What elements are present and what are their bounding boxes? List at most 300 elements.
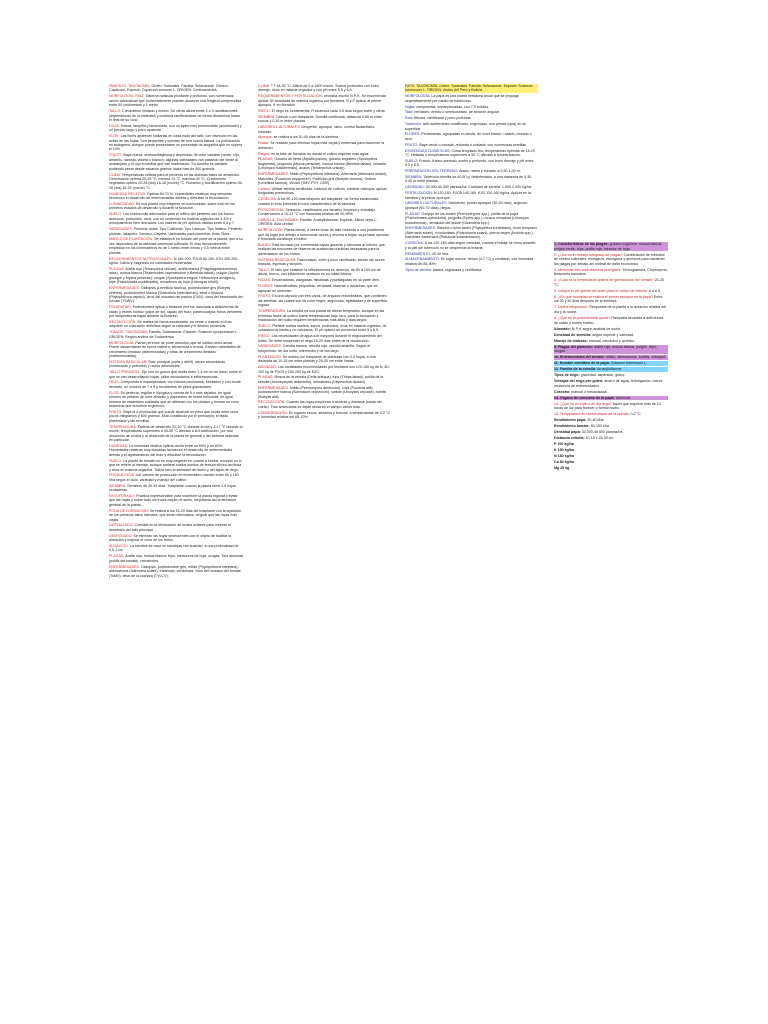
section-label: Distancia cebolla: bbox=[554, 436, 585, 441]
question-label: 14. ¿Qué es un cultivo de día largo? bbox=[554, 401, 612, 406]
paragraph-text: Los valores de producción en invernadero oscilan entre 80 y 150 t/ha según el ciclo, variedad y manejo del cultivo. bbox=[109, 473, 239, 482]
section-label: FLORES: bbox=[405, 132, 421, 137]
paragraph-text: Sistema radicular pivotante y profundo, con numerosas raíces adventicias que horizontalmente pueden alcanzar una longitud comprendida entre 50 centímetros y 1 metro. bbox=[109, 94, 242, 108]
section-label: FLOR: bbox=[109, 390, 120, 395]
paragraph-text: 20-40 t/ha. bbox=[432, 251, 450, 256]
paragraph-text: El tallo que sostiene la inflorescencia es derecho, de 80 a 150 cm de altura, hueco, con inflamiento ventrudo en su mitad inferior. bbox=[258, 267, 381, 277]
section-label: RENDIMIENTO: bbox=[405, 251, 432, 256]
paragraph bbox=[405, 191, 538, 200]
question-label: 7. Defina fotoperiodo: bbox=[554, 305, 589, 310]
section-label: FRUTO: bbox=[405, 142, 419, 147]
section-label: COSECHA: bbox=[258, 197, 277, 202]
section-label: FERTILIZACIÓN: bbox=[405, 191, 433, 196]
paragraph bbox=[554, 418, 668, 423]
paragraph bbox=[554, 448, 668, 453]
section-label: SISTEMA RADICULAR: bbox=[258, 257, 297, 262]
section-label: LUMINOSIDAD: bbox=[109, 202, 135, 206]
section-label: 9. Plagas del pimiento: bbox=[554, 344, 593, 349]
question-label: 5. Indique el pH óptimo del suelo para el cultivo de cebolla: bbox=[554, 288, 648, 293]
paragraph-text: manual, mecánico y químico. bbox=[588, 338, 636, 343]
paragraph bbox=[109, 202, 243, 211]
paragraph-text: Baya verde o morada, redonda u ovalada, con numerosas semillas. bbox=[419, 142, 527, 147]
paragraph-text: Entre los 30 y 40 días después de la siembra. bbox=[554, 294, 663, 304]
paragraph-text: Se realiza a los 15-20 días del trasplante con la aparición de los primeros tallos laterales, que serán eliminados, al igual que las hojas más viejas. bbox=[109, 508, 242, 522]
paragraph-text: 20-40 t/ha bbox=[587, 418, 604, 423]
paragraph bbox=[554, 460, 668, 465]
question-label: 4. ¿Cuál es la temperatura óptima de germinación del tomate? bbox=[554, 278, 654, 283]
section-label: PLAGAS: bbox=[109, 266, 125, 271]
paragraph-text: En lugar oscuro, fresco (4-7 °C) y ventilado, con humedad relativa del 85-90%. bbox=[405, 257, 534, 266]
paragraph-text: Directa o por trasplante. Semilla certificada, distancia 0,80 m entre surcos y 0,30 m entre plantas. bbox=[258, 114, 383, 124]
section-label: Ventajas del riego por goteo: bbox=[554, 379, 604, 384]
paragraph bbox=[554, 390, 668, 395]
section-label: COSECHA: bbox=[405, 241, 424, 246]
section-label: Tubérculo: bbox=[405, 122, 422, 127]
paragraph-text: Envainadoras, alargadas, fistulosas y puntiagudas en su parte libre. bbox=[271, 278, 380, 283]
paragraph bbox=[405, 201, 538, 210]
paragraph bbox=[258, 218, 390, 227]
paragraph-text: Planta bienal, a veces vivaz de tallo reducido a una plataforma que da lugar por debajo a numerosas raíces y encima a hojas, cuya base carnosa e hinchada constituye el bulbo. bbox=[258, 228, 389, 242]
paragraph-text: La planta de tomate no es muy exigente en cuanto a suelos, excepto en lo que se refiere al drenaje, aunque prefiere suelos sueltos de textura silíceo-arcillosa y ricos en materia orgánica. Tolera bien la salinidad del suelo y del agua de riego. bbox=[109, 458, 242, 472]
paragraph bbox=[405, 212, 538, 225]
paragraph bbox=[405, 226, 538, 239]
section-label: 13. Órgano de consumo de la papa: bbox=[554, 395, 615, 400]
paragraph-text: Se realiza por trasplante de plántulas con 3-4 hojas, a una distancia de 10-15 cm entre plantas y 25-30 cm entre líneas. bbox=[258, 354, 376, 364]
paragraph-text: Respuesta de la planta a la duración relativa del día y la noche. bbox=[554, 305, 667, 315]
paragraph bbox=[258, 268, 390, 277]
paragraph-text: Araña roja, mosca blanca, trips, minadores de hoja, orugas, Tuta absoluta (polilla del tomate), nematodos. bbox=[109, 554, 243, 563]
paragraph-text: Pentámeras, agrupadas en cimas, de color blanco, rosado, morado o azul. bbox=[405, 132, 532, 141]
paragraph bbox=[554, 396, 668, 401]
paragraph bbox=[554, 402, 668, 411]
paragraph-text: En lugares secos, aireados y frescos, a temperaturas de 0-2 °C y humedad relativa del 65-70%. bbox=[258, 410, 390, 420]
paragraph-text: Orden: Solanales. Familia: Solanaceae. Género: Capsicum. Especie: Capsicum annuum L. ORIGEN: Centroamérica. bbox=[109, 84, 229, 93]
paragraph-text: Arado, rastra y surcado a 0,90-1,00 m. bbox=[459, 169, 521, 174]
paragraph bbox=[109, 509, 243, 522]
paragraph bbox=[258, 355, 390, 364]
paragraph-text: 80-150 t/ha bbox=[590, 424, 609, 429]
section-label: CLIMA: bbox=[109, 172, 121, 177]
section-label: SISTEMA RADICULAR: bbox=[109, 359, 148, 364]
section-label: FRUTO: bbox=[109, 409, 123, 414]
paragraph-text: manual o mecanizada. bbox=[571, 389, 608, 394]
paragraph-text: Amaryllidaceae. bbox=[596, 367, 623, 372]
section-label: CLIMA: bbox=[258, 84, 270, 88]
paragraph bbox=[405, 252, 538, 256]
section-label: TOMATE, TAXONOMÍA: bbox=[109, 330, 148, 335]
paragraph bbox=[109, 305, 243, 318]
section-label: CONSERVACIÓN: bbox=[258, 410, 288, 415]
paragraph-text: Rancha o tizón tardío (Phytophthora infestans), tizón temprano (Alternaria solani), rizoctoniasis (Rhizoctonia solani), pierna negra (Erwinia spp.), marchitez bacteriana (Ralstonia solanacearum). bbox=[405, 226, 538, 240]
paragraph-text: Mildiu (Peronospora destructor), roya (Puccinia allii), podredumbre blanca (Sclerotium cepivorum), carbón (Urocystis cepulae), botritis (Botrytis allii). bbox=[258, 385, 387, 399]
section-label: 11. Nombre científico de la papa: bbox=[554, 361, 610, 366]
paragraph-text: Podredumbre apical o blossom end rot, asociada a deficiencias de calcio y estrés hídrico; golpe de sol; rajado del fruto; partenocarpia; frutos deformes por temperaturas bajas durante la floración. bbox=[109, 305, 242, 319]
paragraph-text: Gusano de tierra (Agrotis ipsilon), gusano cogollero (Spodoptera frugiperda), pulgones (Myzus persicae), mosca blanca (Bemisia tabaci), minador (Liriomyza huidobrensis), ácaros (Tetranychus urticae). bbox=[258, 157, 387, 171]
section-label: PREPARACIÓN DEL TERRENO: bbox=[405, 169, 459, 174]
section-label: SUELO: bbox=[258, 323, 272, 328]
section-label: ENFERMEDADES: bbox=[405, 226, 436, 231]
section-label: PRODUCCIÓN: bbox=[109, 473, 135, 478]
paragraph bbox=[258, 125, 390, 134]
section-label: RECOLECCIÓN: bbox=[109, 320, 137, 324]
section-label: HUMEDAD RELATIVA: bbox=[109, 191, 147, 196]
paragraph-text: tubérculo. bbox=[615, 395, 632, 400]
section-label: Abonado: bbox=[554, 326, 571, 331]
paragraph bbox=[258, 94, 390, 107]
paragraph bbox=[109, 134, 243, 152]
paragraph bbox=[554, 424, 668, 429]
paragraph-text: mildiu, alternariosis, botritis, oidiopsis. bbox=[605, 355, 667, 360]
section-label: LABORES CULTURALES: bbox=[405, 201, 448, 206]
paragraph bbox=[258, 258, 390, 267]
paragraph-text: según especie y variedad. bbox=[592, 332, 635, 337]
paragraph-text: Entera, lampiña y lanceolada, con un ápice muy pronunciado (acuminado) y un peciolo largo y poco aparente. bbox=[109, 123, 242, 133]
section-label: SUELO: bbox=[405, 158, 419, 163]
section-label: FLOR: bbox=[109, 134, 120, 139]
paragraph bbox=[258, 141, 390, 150]
paragraph bbox=[109, 330, 243, 339]
paragraph bbox=[405, 143, 538, 147]
paragraph bbox=[405, 185, 538, 189]
paragraph bbox=[109, 286, 243, 304]
paragraph-text: Se eliminan las hojas senescentes con el objeto de facilitar la aireación y mejorar el color de los frutos. bbox=[109, 533, 232, 543]
section-label: SUELO: bbox=[109, 212, 123, 217]
paragraph-text: 30.000-40.000 plantas/ha. Cantidad de semilla: 1.500-2.000 kg/ha. bbox=[425, 185, 532, 190]
paragraph-text: herbáceo, erecto o semipostrado, de sección angular. bbox=[414, 110, 500, 115]
section-label: ABONADO: bbox=[258, 365, 277, 370]
paragraph bbox=[109, 473, 243, 482]
text-column-2 bbox=[258, 84, 390, 874]
paragraph bbox=[258, 400, 390, 409]
section-label: PLAGAS: bbox=[258, 375, 274, 380]
paragraph bbox=[258, 284, 390, 293]
paragraph bbox=[405, 110, 538, 114]
section-label: Podas: bbox=[258, 141, 270, 146]
paragraph bbox=[258, 294, 390, 307]
paragraph bbox=[109, 153, 243, 171]
section-label: FRUTO: bbox=[109, 153, 123, 158]
paragraph bbox=[258, 309, 390, 322]
paragraph-text: Compuesta e imparipinnada, con foliolos peciolados, lobulados y con borde dentado, en número de 7 a 9 y recubiertos de pelos glandulares. bbox=[109, 380, 241, 389]
paragraph bbox=[554, 305, 668, 314]
paragraph-text: 20-25 °C. bbox=[554, 278, 664, 287]
paragraph bbox=[258, 135, 390, 139]
paragraph bbox=[109, 360, 243, 369]
section-label: RECOLECCIÓN: bbox=[258, 400, 286, 405]
paragraph bbox=[405, 175, 538, 184]
section-label: Aporque: bbox=[258, 135, 273, 140]
paragraph bbox=[554, 442, 668, 447]
paragraph bbox=[109, 84, 243, 93]
section-label: SIEMBRA: bbox=[109, 483, 127, 488]
paragraph bbox=[258, 386, 390, 399]
section-label: Raíz: bbox=[405, 116, 414, 121]
paragraph-text: La siembra se hace en bandejas con sustrato, a una profundidad de 0,5-1 cm. bbox=[109, 544, 239, 553]
section-label: ENFERMEDADES: bbox=[258, 385, 289, 390]
paragraph bbox=[258, 334, 390, 343]
paragraph bbox=[109, 391, 243, 409]
paragraph-text: Es una planta muy exigente en luminosidad, sobre todo en los primeros estados de desarrollo y durante la floración. bbox=[109, 202, 236, 211]
paragraph bbox=[405, 105, 538, 109]
section-label: TEMPERATURA: bbox=[109, 424, 137, 429]
paragraph-text: Óptima de desarrollo 20-30 °C durante el día y 1-17 °C durante la noche; temperaturas superiores a 30-35 °C afectan a la fructificación, por mal desarrollo de óvulos y al desarrollo de la planta en general y del sistema radicular en particular. bbox=[109, 424, 243, 442]
section-label: VARIEDADES: bbox=[258, 344, 282, 349]
paragraph bbox=[554, 333, 668, 338]
paragraph bbox=[554, 278, 668, 287]
paragraph bbox=[109, 494, 243, 507]
paragraph bbox=[109, 109, 243, 122]
paragraph bbox=[405, 159, 538, 168]
section-label: ENFERMEDADES: bbox=[258, 172, 289, 177]
section-label: Hojas: bbox=[405, 104, 416, 109]
question-label: 6. ¿En qué momento se realiza el primer aporque de la papa? bbox=[554, 294, 653, 299]
section-label: TALLO PRINCIPAL: bbox=[109, 370, 141, 375]
paragraph bbox=[109, 212, 243, 225]
paragraph bbox=[109, 523, 243, 532]
paragraph bbox=[554, 379, 668, 388]
paragraph-text: Se establece en función del porte de la planta, que a su vez dependerá de la variedad comercial cultivada. El más frecuentemente empleado en los invernaderos es de 1 metro entre líneas y 0,5 metros entre plantas. bbox=[109, 237, 243, 255]
section-label: Rendimiento papa: bbox=[554, 418, 587, 423]
paragraph-text: 6 a 6,5. bbox=[648, 288, 661, 293]
paragraph bbox=[258, 344, 390, 353]
section-label: SUELO: bbox=[109, 458, 123, 463]
section-label: DESHOJADO: bbox=[109, 533, 133, 538]
paragraph bbox=[109, 544, 243, 553]
paragraph bbox=[554, 412, 668, 417]
paragraph-text: N-P-K según análisis de suelo. bbox=[571, 326, 621, 331]
paragraph-text: Prefiere suelos sueltos, sanos, profundos, ricos en materia orgánica, de consistencia media y no calcáreos. El pH óptimo se encuentra entre 6 y 6,5. bbox=[258, 323, 387, 333]
section-label: K 150 kg/ha bbox=[554, 448, 574, 453]
section-label: Tallo: bbox=[405, 110, 414, 115]
paragraph bbox=[554, 289, 668, 294]
section-label: Control: bbox=[258, 186, 271, 191]
section-label: MORFOLOGÍA: bbox=[405, 94, 431, 99]
paragraph bbox=[405, 132, 538, 141]
section-label: RIEGO: bbox=[258, 109, 271, 114]
paragraph bbox=[109, 425, 243, 443]
paragraph-text: Temperaturas críticas para el pimiento en las distintas fases de desarrollo. Germinación óptima 20-25 °C, mínima 13 °C, máxima 40 °C. Crecimiento vegetativo óptimo 20-25 (día) 16-18 (noche) °C. Floración y fructificación óptimo 26-28 (día) 18-20 (noche) °C. bbox=[109, 172, 243, 190]
paragraph bbox=[554, 367, 668, 372]
paragraph-text: Es perfecta, regular e hipógina y consta de 5 o más sépalos, de igual número de pétalos de color amarillo y dispuestos de forma helicoidal, de igual número de estambres soldados que se alternan con los pétalos y forman un cono estaminal que envuelve al gineceo. bbox=[109, 390, 239, 409]
paragraph-text: Las necesidades de agua son mayores durante el engrosamiento del bulbo. Se debe suspender el riego 15-20 días antes de la recolección. bbox=[258, 334, 382, 343]
section-label: 12. Familia de la cebolla: bbox=[554, 367, 597, 372]
paragraph bbox=[554, 295, 668, 304]
paragraph bbox=[109, 237, 243, 255]
paragraph bbox=[258, 187, 390, 196]
paragraph bbox=[109, 320, 243, 329]
paragraph-text: Selección, clasificación por tamaño, limpieza y embalaje. Conservación a 10-13 °C con humedad relativa del 90-95%. bbox=[258, 207, 377, 217]
paragraph-text: se realiza a los 30-40 días de la siembra. bbox=[273, 135, 340, 140]
section-label: ALMÁCIGO: bbox=[109, 544, 129, 549]
paragraph bbox=[258, 411, 390, 420]
paragraph bbox=[258, 228, 390, 241]
paragraph bbox=[258, 278, 390, 282]
paragraph-text: Fasciculado, corto y poco ramificado; siendo las raíces blancas, espesas y simples. bbox=[258, 257, 385, 267]
paragraph bbox=[258, 84, 390, 93]
question-label: 15. Temperatura de conservación de la cebolla: bbox=[554, 412, 630, 417]
section-label: PLAGAS: bbox=[405, 211, 421, 216]
paragraph bbox=[554, 355, 668, 360]
section-label: MARCO DE PLANTACIÓN: bbox=[109, 237, 154, 242]
paragraph bbox=[405, 94, 538, 103]
paragraph-text: Solanum tuberosum L. bbox=[610, 361, 648, 366]
paragraph-text: Consiste en la eliminación de brotes axilares para mejorar el desarrollo del tallo principal. bbox=[109, 523, 231, 532]
paragraph-text: araña roja, mosca blanca, pulgón, trips, orugas. bbox=[554, 344, 657, 354]
paragraph-text: Semillero de 30-45 días. Trasplante cuando la planta tiene 4-5 hojas verdaderas. bbox=[109, 483, 236, 493]
paragraph-text: Gorgojo de los Andes (Premnotrypes spp.), polilla de la papa (Phthorimaea operculella), pulguilla (Epitrix spp.), mosca minadora (Liriomyza huidobrensis), nematodo del quiste (Globodera spp.). bbox=[405, 211, 529, 225]
paragraph bbox=[258, 197, 390, 206]
section-label: Riegos: bbox=[258, 151, 271, 156]
section-label: HUMEDAD: bbox=[109, 443, 129, 448]
paragraph-text: Aquel que requiere más de 12 horas de luz para florecer o formar bulbo. bbox=[554, 401, 661, 411]
paragraph bbox=[109, 257, 243, 266]
paragraph bbox=[258, 243, 390, 256]
section-label: Densidad papa: bbox=[554, 430, 581, 435]
paragraph bbox=[554, 316, 668, 325]
section-label: ENFERMEDADES: bbox=[109, 286, 140, 291]
paragraph bbox=[109, 227, 243, 236]
paragraph-text: 10-15 x 25-30 cm bbox=[585, 436, 614, 441]
section-label: REQUERIMIENTOS NUTRICIONALES: bbox=[109, 256, 173, 261]
question-label: 2. ¿Qué es el manejo integrado de plagas? bbox=[554, 252, 623, 257]
paragraph-text: Las cantidades recomendadas por hectárea son 120-150 kg de N, 80-100 kg de P2O5 y 150-200 kg de K2O. bbox=[258, 365, 390, 374]
paragraph bbox=[258, 324, 390, 333]
paragraph-text: Es una cápsula con tres caras, de ángulos redondeados, que contienen las semillas, las cuales son de color negro, angulosas, aplastadas y de superficie rugosa. bbox=[258, 294, 388, 308]
section-label: MORFOLOGÍA: bbox=[109, 340, 135, 345]
paragraph-text: 30.000-40.000 plantas/ha bbox=[581, 430, 623, 435]
paragraph bbox=[554, 466, 668, 471]
paragraph bbox=[258, 365, 390, 374]
paragraph bbox=[109, 341, 243, 359]
paragraph-text: Hermafroditas, pequeñas, verdosas, blancas o violáceas, que se agrupan en umbelas. bbox=[258, 284, 378, 293]
paragraph-text: Trichogramma, Chrysoperla, Beauveria bassiana. bbox=[554, 267, 668, 277]
paragraph bbox=[554, 373, 668, 378]
question-label: 8. ¿Qué es la podredumbre apical? bbox=[554, 316, 611, 321]
section-label: Tipos de riego: bbox=[554, 373, 580, 378]
section-label: HOJA: bbox=[109, 123, 120, 128]
paragraph-text: Tubérculo-semilla de 40-60 g, desinfectado, a una distancia de 0,30-0,40 m entre plantas. bbox=[405, 175, 533, 184]
paragraph-text: ahorro de agua, fertirrigación, menor incidencia de enfermedades. bbox=[554, 379, 663, 388]
section-label: FISIOPATÍAS: bbox=[109, 305, 132, 310]
paragraph bbox=[258, 152, 390, 156]
paragraph-text: El riego es fundamental. Frecuencia cada 3-5 días según suelo y clima. bbox=[271, 109, 386, 114]
section-label: ALMACENAMIENTO: bbox=[405, 257, 440, 262]
paragraph-text: T ª 16-30 °C. Altitud de 0 a 1500 msnm. Suelos profundos con buen drenaje, ricos en materia orgánica y con pH entre 5,5 y 6,8. bbox=[258, 84, 379, 93]
section-label: SIEMBRA: bbox=[405, 175, 423, 179]
paragraph-text: Mildiu (Phytophthora infestans), Alternaria (Alternaria solani), Marchitez (Fusarium oxysporum), Pudrición gris (Botrytis cinerea), Oídium (Leveillula taurica), Virosis (TMV, PVY, CMV). bbox=[258, 172, 387, 186]
paragraph bbox=[554, 454, 668, 459]
section-label: Mg 25 kg bbox=[554, 466, 570, 471]
paragraph bbox=[109, 459, 243, 472]
section-label: MORFOLOGÍA: RAÍZ: bbox=[109, 94, 145, 99]
section-label: Densidad de siembra: bbox=[554, 332, 592, 337]
section-label: N 180 kg/ha bbox=[554, 454, 574, 459]
section-label: SIEMBRA: bbox=[258, 114, 276, 119]
paragraph-text: básica, registrada y certificada. bbox=[432, 267, 483, 272]
paragraph-text: fibrosa, ramificada y poco profunda. bbox=[414, 116, 472, 121]
paragraph-text: en la fase de floración es donde el cultivo requiere más agua. bbox=[271, 151, 370, 156]
paragraph-text: La papa es una planta herbácea anual que se propaga vegetativamente por medio de tubérculos. bbox=[405, 94, 519, 103]
section-label: PLAGAS: bbox=[258, 157, 274, 162]
paragraph bbox=[109, 94, 243, 107]
section-label: PAPA, bbox=[405, 84, 416, 88]
section-label: P 100 kg/ha bbox=[554, 442, 574, 447]
section-label: RIEGO: bbox=[258, 334, 271, 339]
paragraph bbox=[109, 410, 243, 423]
paragraph bbox=[554, 327, 668, 332]
paragraph-text: Combinación de métodos de control culturales, biológicos, etológicos y químicos para mantener las plagas por debajo del umbral de daño económico. bbox=[554, 252, 665, 266]
paragraph-text: Deshierbo, primer aporque (30-40 días), segundo aporque (60-70 días), riegos. bbox=[405, 201, 528, 210]
paragraph bbox=[554, 268, 668, 277]
paragraph-text: Utilizar semilla certificada, rotación de cultivos, eliminar rastrojos, aplicar fungicidas preventivos. bbox=[258, 186, 387, 196]
paragraph bbox=[405, 241, 538, 250]
paragraph-text: A los 120-180 días según variedad, cuando el follaje se torna amarillo y la piel del tubérculo no se desprende al frotarla. bbox=[405, 241, 536, 250]
paragraph-text: 0-2 °C. bbox=[630, 412, 642, 417]
paragraph-text: Práctica imprescindible para mantener la planta erguida y evitar que las hojas y sobre todo los frutos toquen el suelo, mejorando así la aireación general de la planta. bbox=[109, 493, 238, 507]
paragraph-text: N 180-200, P2O5 80-100, K2O 200-250 kg/ha. Calcio y magnesio en cantidades moderadas. bbox=[109, 256, 238, 265]
paragraph bbox=[258, 115, 390, 124]
section-label: EXIGENCIAS CLIMÁTICAS: bbox=[405, 148, 451, 153]
paragraph bbox=[258, 172, 390, 185]
paragraph-text: Fisiopatía asociada a deficiencia de calcio y estrés hídrico. bbox=[554, 316, 664, 325]
paragraph bbox=[405, 116, 538, 120]
paragraph-text: La cebolla es una planta de climas templados, aunque en las primeras fases de cultivo tolera temperaturas bajo cero, para la formación y maduración del bulbo requiere temperaturas más altas y días largos. bbox=[258, 309, 385, 323]
paragraph bbox=[554, 253, 668, 267]
paragraph bbox=[109, 554, 243, 563]
section-label: VARIEDADES: bbox=[109, 227, 133, 232]
section-label: POSCOSECHA: bbox=[258, 207, 285, 212]
paragraph bbox=[554, 242, 668, 251]
paragraph bbox=[109, 173, 243, 191]
section-label: Tipos de semilla: bbox=[405, 267, 432, 272]
section-label: DENSIDAD: bbox=[405, 185, 425, 190]
paragraph-text: Crecimiento limitado y erecto. De cierta altura emite 2 o 3 ramificaciones (dependiendo de la variedad) y continúa ramificándose de forma dicotómica hasta el final de su ciclo. bbox=[109, 109, 240, 122]
paragraph-text: Baya bi o plurilocular que puede alcanzar un peso que oscila entre unos pocos miligramos y 600 gramos. Está constituido por el pericarpio, el tejido placentario y las semillas. bbox=[109, 409, 239, 423]
paragraph-text: Cebolla blanca, cebolla roja, cebolla amarilla. Según el fotoperiodo: de día corto, intermedio y de día largo. bbox=[258, 344, 371, 353]
paragraph-text: Clima templado-frío; temperaturas óptimas de 15-20 °C. Heladas y temperaturas superiores a 30 °C afectan a la tuberización. bbox=[405, 148, 535, 158]
section-label: ENTUTORADO: bbox=[109, 493, 136, 498]
section-label: LABORES CULTURALES: bbox=[258, 125, 301, 130]
paragraph-text: A los 90-120 días después del trasplante, de forma escalonada, cuando el fruto presenta el color característico de la variedad. bbox=[258, 197, 380, 206]
section-label: DESTALLADO: bbox=[109, 523, 134, 528]
paragraph-text: necesita mucho N-P-K. Se recomienda aplicar 30 toneladas de materia orgánica por hectárea, N y P aplicar al primer aporque, K en floración. bbox=[258, 94, 386, 108]
paragraph bbox=[258, 109, 390, 113]
section-label: CEBOLLA, TAXONOMÍA: bbox=[258, 217, 299, 222]
paragraph bbox=[109, 192, 243, 201]
paragraph bbox=[554, 345, 668, 354]
paragraph bbox=[554, 339, 668, 344]
paragraph-text: Familia: Solanaceae. Especie: Solanum lycopersicum L. ORIGEN: Región andina de Sudamérica. bbox=[109, 330, 239, 339]
paragraph bbox=[554, 361, 668, 366]
text-column-3 bbox=[405, 84, 538, 460]
section-label: REQUERIMIENTOS Y FERTILIZACIÓN: bbox=[258, 94, 323, 99]
paragraph-text: Está formado por numerosas capas gruesas y carnosas al interior, que realizan las funciones de reserva de sustancias nutritivas necesarias para la alimentación de los brotes. bbox=[258, 242, 385, 256]
paragraph-text: Franco, franco-arenoso, suelto y profundo, con buen drenaje y pH entre 5,0 y 6,5. bbox=[405, 158, 534, 168]
text-column-1 bbox=[109, 84, 243, 928]
paragraph bbox=[405, 257, 538, 266]
paragraph bbox=[109, 370, 243, 379]
paragraph-text: gusano cogollero, mosca blanca, pulgón verde, trips, araña roja, minador de hoja. bbox=[554, 242, 663, 251]
paragraph bbox=[109, 565, 243, 578]
section-label: Cosecha: bbox=[554, 389, 571, 394]
paragraph-text: Baya hueca, semicartilaginosa y deprimida, de color variable (verde, rojo, amarillo, naranja, violeta o blanco); algunas variedades van pasando del verde al anaranjado y al rojo a medida que van madurando. Su tamaño es variable, pudiendo pesar desde escasos gramos hasta más de 500 gramos. bbox=[109, 153, 241, 171]
section-label: HOJAS: bbox=[258, 278, 271, 283]
section-label: PODA DE FORMACIÓN: bbox=[109, 508, 149, 513]
section-label: TALLO: bbox=[258, 267, 271, 272]
paragraph bbox=[109, 380, 243, 389]
paragraph bbox=[109, 484, 243, 493]
paragraph-text: TAXONOMÍA: Orden: Solanales. Familia: Solanaceae. Especie: Solanum tuberosum L. ORIGEN: Andes del Perú y Bolivia. bbox=[405, 84, 533, 93]
